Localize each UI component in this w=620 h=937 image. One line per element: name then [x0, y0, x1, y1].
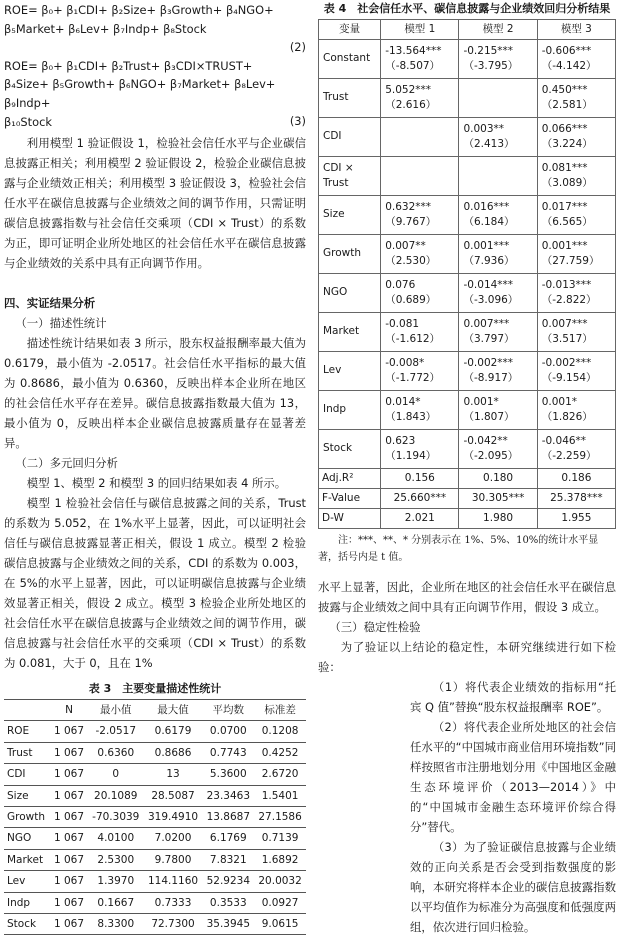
table-row: [4, 721, 306, 742]
table-4-variable-cell: Lev: [319, 352, 381, 391]
coefficient-value: -0.606***: [541, 44, 592, 57]
table-4-coefficient-cell: [537, 235, 615, 274]
t-statistic: （6.565）: [541, 216, 593, 228]
table-3-value-cell: 20.1089: [88, 785, 144, 806]
table-3-value-cell: 9.0615: [254, 914, 306, 935]
table-3-value-cell: 0.3533: [202, 892, 254, 913]
table-4-coefficient-cell: [537, 313, 615, 352]
equation-2-line-2: β₅Market+ β₆Lev+ β₇Indp+ β₈Stock: [4, 21, 207, 36]
table-4-statistic-value: 30.305***: [459, 489, 537, 509]
table-3-value-cell: 7.0200: [144, 828, 203, 849]
table-4-header-row: [319, 20, 616, 40]
table-row: [319, 157, 616, 196]
table-3-value-cell: 4.0100: [88, 828, 144, 849]
table-3-variable-cell: Lev: [4, 871, 50, 892]
table-row: [319, 313, 616, 352]
t-statistic: （9.767）: [385, 216, 437, 228]
table-3: [4, 681, 306, 935]
table-3-header-cell: 平均数: [202, 700, 254, 721]
table-3-value-cell: 6.1769: [202, 828, 254, 849]
coefficient-value: -0.008*: [385, 356, 425, 369]
table-3-value-cell: 0: [88, 764, 144, 785]
table-4: [318, 1, 616, 566]
equation-3-line-2: β₄Size+ β₅Growth+ β₆NGO+ β₇Market+ β₈Lev+ β₉Indp+: [4, 77, 276, 110]
table-3-value-cell: 0.4252: [254, 742, 306, 763]
table-3-value-cell: 319.4910: [144, 807, 203, 828]
table-4-statistic-label: F-Value: [319, 489, 381, 509]
table-row: [319, 509, 616, 529]
table-4-header-cell: 变量: [319, 20, 381, 40]
table-4-variable-cell: Growth: [319, 235, 381, 274]
table-3-value-cell: 0.0700: [202, 721, 254, 742]
table-3-value-cell: 0.7139: [254, 828, 306, 849]
table-3-value-cell: 0.7743: [202, 742, 254, 763]
table-3-header-row: [4, 700, 306, 721]
t-statistic: （-3.096）: [463, 294, 519, 306]
coefficient-value: 0.081***: [541, 161, 588, 174]
table-4-coefficient-cell: [459, 352, 537, 391]
table-4-coefficient-cell: [459, 274, 537, 313]
table-3-value-cell: 13.8687: [202, 807, 254, 828]
table-3-value-cell: -70.3039: [88, 807, 144, 828]
table-row: [4, 849, 306, 870]
robustness-list: [318, 677, 616, 937]
table-4-coefficient-cell: [537, 430, 615, 469]
table-3-value-cell: 1 067: [50, 807, 88, 828]
table-4-coefficient-cell: [459, 157, 537, 196]
table-4-variable-cell: Stock: [319, 430, 381, 469]
table-row: [319, 352, 616, 391]
table-3-value-cell: 27.1586: [254, 807, 306, 828]
table-4-statistic-label: Adj.R²: [319, 469, 381, 489]
table-3-value-cell: 1 067: [50, 721, 88, 742]
table-3-value-cell: 8.3300: [88, 914, 144, 935]
table-3-value-cell: 23.3463: [202, 785, 254, 806]
table-row: [319, 391, 616, 430]
table-3-value-cell: 1 067: [50, 849, 88, 870]
table-3-value-cell: 20.0032: [254, 871, 306, 892]
table-3-value-cell: 0.0927: [254, 892, 306, 913]
table-3-value-cell: 28.5087: [144, 785, 203, 806]
table-3-value-cell: 0.1208: [254, 721, 306, 742]
table-3-value-cell: 0.8686: [144, 742, 203, 763]
t-statistic: （-4.142）: [541, 60, 597, 72]
table-4-coefficient-cell: [537, 118, 615, 157]
table-4-statistic-value: 2.021: [381, 509, 459, 529]
t-statistic: （-8.917）: [463, 372, 519, 384]
table-4-note: 注：***、**、* 分别表示在 1%、5%、10%的统计水平显著，括号内是 t 值。: [318, 535, 599, 563]
table-3-header-cell: 标准差: [254, 700, 306, 721]
table-3-variable-cell: Indp: [4, 892, 50, 913]
table-4-caption: 表 4 社会信任水平、碳信息披露与企业绩效回归分析结果: [323, 2, 611, 15]
table-3-value-cell: 1 067: [50, 764, 88, 785]
table-row: [4, 764, 306, 785]
equation-3-line-3: β₁₀Stock: [4, 115, 52, 129]
table-3-value-cell: 2.6720: [254, 764, 306, 785]
t-statistic: （2.530）: [385, 255, 437, 267]
table-3-value-cell: 1 067: [50, 785, 88, 806]
t-statistic: （1.826）: [541, 411, 593, 423]
table-3-header-cell: [4, 700, 50, 721]
table-4-statistic-label: D-W: [319, 509, 381, 529]
table-3-value-cell: 9.7800: [144, 849, 203, 870]
paragraph-robustness-intro: 为了验证以上结论的稳定性，本研究继续进行如下检验：: [318, 640, 616, 674]
table-4-coefficient-cell: [459, 118, 537, 157]
table-4-variable-cell: CDI × Trust: [319, 157, 381, 196]
table-3-value-cell: 1 067: [50, 871, 88, 892]
t-statistic: （1.843）: [385, 411, 437, 423]
table-4-coefficient-cell: [381, 274, 459, 313]
table-3-value-cell: 1.5401: [254, 785, 306, 806]
paragraph-regression-results: 模型 1 检验社会信任与碳信息披露之间的关系，Trust 的系数为 5.052，在 1%水平上显著，因此，可以证明社会信任与碳信息披露显著正相关，假设 1 成立。模型 2 检验碳信息披露与企业绩效之间的关系，CDI 的系数为 0.003，在 5%的水平上显著，因此，可以证明碳信息披露与企业绩效显著正相关，假设 2 成立。模型 3 检验企业所处地区的社会信任水平在碳信息披露与企业绩效之间的调节作用，碳信息披露与社会信任水平的交乘项（CDI × Trust）的系数为 0.081，大于 0，且在 1%: [4, 496, 306, 670]
table-row: [4, 785, 306, 806]
t-statistic: （2.413）: [463, 138, 515, 150]
equation-2-number: (2): [289, 40, 306, 54]
table-4-coefficient-cell: [381, 157, 459, 196]
table-3-caption: 表 3 主要变量描述性统计: [88, 682, 222, 695]
table-4-coefficient-cell: [381, 40, 459, 79]
table-3-value-cell: 1.3970: [88, 871, 144, 892]
equation-3-number: (3): [289, 114, 306, 128]
table-3-value-cell: 52.9234: [202, 871, 254, 892]
table-4-coefficient-cell: [537, 79, 615, 118]
table-row: [4, 871, 306, 892]
table-3-value-cell: 114.1160: [144, 871, 203, 892]
coefficient-value: 0.007***: [541, 317, 588, 330]
subsection-regression: （二）多元回归分析: [15, 456, 118, 470]
coefficient-value: -0.013***: [541, 278, 592, 291]
coefficient-value: 0.001***: [541, 239, 588, 252]
coefficient-value: -13.564***: [385, 44, 442, 57]
table-row: [4, 914, 306, 935]
t-statistic: （-1.612）: [385, 333, 441, 345]
robustness-item-1: （1）将代表企业绩效的指标用“托宾 Q 值”替换“股东权益报酬率 ROE”。: [410, 680, 616, 714]
t-statistic: （7.936）: [463, 255, 515, 267]
coefficient-value: 0.001*: [541, 395, 578, 408]
table-4-statistic-value: 25.660***: [381, 489, 459, 509]
table-3-variable-cell: Size: [4, 785, 50, 806]
coefficient-value: 0.450***: [541, 83, 588, 96]
table-4-statistic-value: 1.955: [537, 509, 615, 529]
table-row: [319, 489, 616, 509]
table-3-value-cell: 1 067: [50, 914, 88, 935]
table-4-coefficient-cell: [537, 274, 615, 313]
t-statistic: （-1.772）: [385, 372, 441, 384]
table-3-variable-cell: Market: [4, 849, 50, 870]
table-4-coefficient-cell: [381, 118, 459, 157]
table-4-variable-cell: Size: [319, 196, 381, 235]
coefficient-value: 0.007***: [463, 317, 510, 330]
table-4-coefficient-cell: [537, 196, 615, 235]
table-3-variable-cell: Trust: [4, 742, 50, 763]
table-4-coefficient-cell: [381, 391, 459, 430]
coefficient-value: 0.001*: [463, 395, 499, 408]
table-4-coefficient-cell: [459, 40, 537, 79]
table-4-statistic-value: 0.186: [537, 469, 615, 489]
t-statistic: （3.224）: [541, 138, 593, 150]
table-3-grid: [4, 699, 306, 935]
table-4-coefficient-cell: [459, 235, 537, 274]
table-4-statistic-value: 0.156: [381, 469, 459, 489]
t-statistic: （1.194）: [385, 450, 437, 462]
t-statistic: （-8.507）: [385, 60, 441, 72]
table-4-coefficient-cell: [537, 40, 615, 79]
table-row: [319, 40, 616, 79]
table-4-coefficient-cell: [381, 79, 459, 118]
t-statistic: （1.807）: [463, 411, 515, 423]
table-4-variable-cell: CDI: [319, 118, 381, 157]
coefficient-value: -0.042**: [463, 434, 508, 447]
table-4-coefficient-cell: [537, 157, 615, 196]
section-heading-results: 四、实证结果分析: [4, 296, 96, 310]
table-row: [319, 430, 616, 469]
table-row: [319, 235, 616, 274]
table-3-value-cell: 1 067: [50, 892, 88, 913]
paragraph-continuation: 水平上显著，因此，企业所在地区的社会信任水平在碳信息披露与企业绩效之间中具有正向调节作用，假设 3 成立。: [318, 580, 616, 614]
coefficient-value: -0.014***: [463, 278, 514, 291]
t-statistic: （2.581）: [541, 99, 593, 111]
coefficient-value: -0.081: [385, 317, 420, 330]
table-4-variable-cell: Trust: [319, 79, 381, 118]
t-statistic: （27.759）: [541, 255, 600, 267]
table-row: [4, 892, 306, 913]
table-3-value-cell: 35.3945: [202, 914, 254, 935]
table-4-statistic-value: 25.378***: [537, 489, 615, 509]
coefficient-value: -0.215***: [463, 44, 514, 57]
table-4-variable-cell: Indp: [319, 391, 381, 430]
table-row: [319, 469, 616, 489]
table-3-value-cell: 13: [144, 764, 203, 785]
coefficient-value: -0.002***: [463, 356, 514, 369]
subsection-robustness: （三）稳定性检验: [329, 620, 421, 634]
table-3-value-cell: 2.5300: [88, 849, 144, 870]
coefficient-value: 0.066***: [541, 122, 588, 135]
table-row: [319, 274, 616, 313]
coefficient-value: 0.001***: [463, 239, 510, 252]
t-statistic: （-2.822）: [541, 294, 597, 306]
table-3-variable-cell: ROE: [4, 721, 50, 742]
coefficient-value: -0.046**: [541, 434, 587, 447]
equation-2-line-1: ROE= β₀+ β₁CDI+ β₂Size+ β₃Growth+ β₄NGO+: [4, 3, 274, 17]
table-4-coefficient-cell: [459, 430, 537, 469]
table-4-variable-cell: Market: [319, 313, 381, 352]
table-4-coefficient-cell: [381, 352, 459, 391]
t-statistic: （-9.154）: [541, 372, 597, 384]
table-3-header-cell: 最小值: [88, 700, 144, 721]
coefficient-value: 0.014*: [385, 395, 421, 408]
t-statistic: （3.797）: [463, 333, 515, 345]
table-row: [4, 807, 306, 828]
coefficient-value: 0.003**: [463, 122, 505, 135]
table-row: [319, 118, 616, 157]
coefficient-value: 5.052***: [385, 83, 432, 96]
equation-3-line-1: ROE= β₀+ β₁CDI+ β₂Trust+ β₃CDI×TRUST+: [4, 58, 253, 73]
table-4-header-cell: 模型 3: [537, 20, 615, 40]
table-4-header-cell: 模型 1: [381, 20, 459, 40]
table-4-statistic-value: 0.180: [459, 469, 537, 489]
table-3-value-cell: 5.3600: [202, 764, 254, 785]
table-3-header-cell: N: [50, 700, 88, 721]
table-3-value-cell: -2.0517: [88, 721, 144, 742]
table-3-variable-cell: Growth: [4, 807, 50, 828]
right-column: [318, 0, 616, 937]
coefficient-value: 0.017***: [541, 200, 588, 213]
table-3-value-cell: 7.8321: [202, 849, 254, 870]
table-4-coefficient-cell: [459, 313, 537, 352]
table-3-value-cell: 72.7300: [144, 914, 203, 935]
table-3-value-cell: 0.6360: [88, 742, 144, 763]
table-4-coefficient-cell: [459, 391, 537, 430]
table-4-coefficient-cell: [381, 313, 459, 352]
table-3-header-cell: 最大值: [144, 700, 203, 721]
t-statistic: （2.616）: [385, 99, 437, 111]
subsection-descriptive: （一）描述性统计: [15, 316, 107, 330]
robustness-item-2: （2）将代表企业所处地区的社会信任水平的“中国城市商业信用环境指数”同样按照省市注册地划分用《中国地区金融生态环境评价（2013—2014）》中的“中国城市金融生态环境评价综合得分”替代。: [410, 720, 616, 834]
t-statistic: （3.517）: [541, 333, 593, 345]
table-3-value-cell: 0.1667: [88, 892, 144, 913]
table-4-coefficient-cell: [381, 235, 459, 274]
t-statistic: （-2.259）: [541, 450, 597, 462]
table-3-variable-cell: CDI: [4, 764, 50, 785]
paragraph-regression-intro: 模型 1、模型 2 和模型 3 的回归结果如表 4 所示。: [26, 476, 287, 490]
table-4-variable-cell: Constant: [319, 40, 381, 79]
robustness-item-3: （3）为了验证碳信息披露与企业绩效的正向关系是否会受到指数强度的影响，本研究将样本企业的碳信息披露指数以平均值作为标准分为高强度和低强度两组，依次进行回归检验。: [410, 840, 616, 934]
table-4-coefficient-cell: [459, 196, 537, 235]
table-3-value-cell: 1.6892: [254, 849, 306, 870]
table-4-coefficient-cell: [537, 352, 615, 391]
table-3-variable-cell: NGO: [4, 828, 50, 849]
t-statistic: （-3.795）: [463, 60, 519, 72]
table-4-coefficient-cell: [381, 430, 459, 469]
table-3-variable-cell: Stock: [4, 914, 50, 935]
table-4-grid: [318, 19, 616, 529]
table-4-header-cell: 模型 2: [459, 20, 537, 40]
table-row: [4, 828, 306, 849]
table-3-value-cell: 0.6179: [144, 721, 203, 742]
coefficient-value: 0.076: [385, 278, 416, 291]
paragraph-descriptive: 描述性统计结果如表 3 所示，股东权益报酬率最大值为 0.6179，最小值为 -2.0517。社会信任水平指标的最大值为 0.8686，最小值为 0.6360，反映出样本企业所在地区的社会信任水平存在差异。碳信息披露指数最大值为 13，最小值为 0，反映出样本企业碳信息披露质量存在显著差异。: [4, 336, 306, 450]
coefficient-value: -0.002***: [541, 356, 592, 369]
paragraph-hypotheses: 利用模型 1 验证假设 1，检验社会信任水平与企业碳信息披露正相关；利用模型 2 验证假设 2，检验企业碳信息披露与企业绩效正相关；利用模型 3 验证假设 3，检验社会信任水平在碳信息披露与企业绩效之间的调节作用，只需证明碳信息披露指数与社会信任交乘项（CDI × Trust）的系数为正，即可证明企业所处地区的社会信任水平在碳信息披露与企业绩效的关系中具有正向调节作用。: [4, 136, 306, 270]
coefficient-value: 0.016***: [463, 200, 510, 213]
t-statistic: （0.689）: [385, 294, 437, 306]
table-4-coefficient-cell: [381, 196, 459, 235]
table-4-coefficient-cell: [537, 391, 615, 430]
table-3-value-cell: 1 067: [50, 742, 88, 763]
coefficient-value: 0.632***: [385, 200, 432, 213]
t-statistic: （6.184）: [463, 216, 515, 228]
coefficient-value: 0.007**: [385, 239, 426, 252]
table-3-value-cell: 0.7333: [144, 892, 203, 913]
t-statistic: （-2.095）: [463, 450, 519, 462]
coefficient-value: 0.623: [385, 434, 416, 447]
t-statistic: （3.089）: [541, 177, 593, 189]
table-3-value-cell: 1 067: [50, 828, 88, 849]
table-4-statistic-value: 1.980: [459, 509, 537, 529]
left-column: [4, 0, 306, 673]
table-row: [4, 742, 306, 763]
table-row: [319, 79, 616, 118]
table-4-variable-cell: NGO: [319, 274, 381, 313]
table-4-coefficient-cell: [459, 79, 537, 118]
table-row: [319, 196, 616, 235]
